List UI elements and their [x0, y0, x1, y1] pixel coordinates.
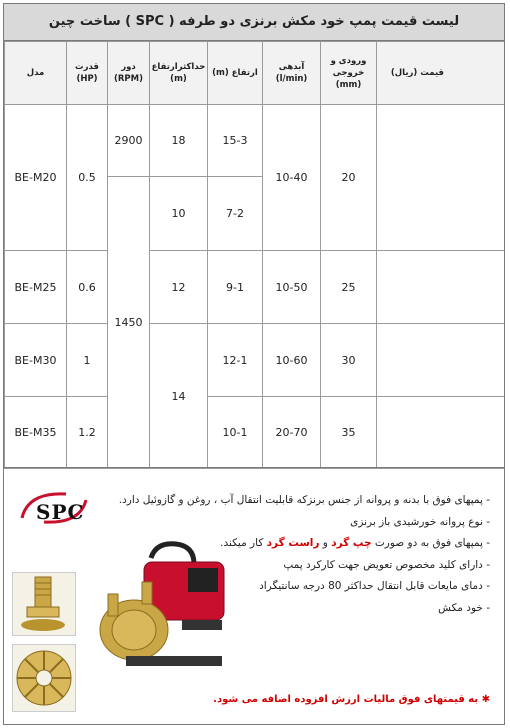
page-title: لیست قیمت پمپ خود مکش برنزی دو طرفه ( SPC ) ساخت چین — [4, 4, 504, 41]
brass-fitting-image — [12, 572, 76, 636]
brass-fitting-icon — [13, 573, 75, 635]
table-cell-height: 7-2 — [208, 177, 263, 251]
table-cell-flow: 10-60 — [263, 324, 321, 397]
product-info-section — [4, 467, 504, 725]
table-cell-model: BE-M20 — [5, 105, 67, 251]
header-price: قیمت (ریال) — [377, 42, 505, 105]
features-list — [110, 490, 490, 619]
table-cell-outlet: 20 — [321, 105, 377, 251]
table-cell-outlet: 25 — [321, 251, 377, 324]
table-cell-model: BE-M35 — [5, 397, 67, 469]
table-cell-height: 10-1 — [208, 397, 263, 469]
feature-item: - دارای کلید مخصوص تعویض جهت کارکرد پمپ — [283, 558, 490, 571]
table-cell-flow: 20-70 — [263, 397, 321, 469]
brand-name: SPC — [36, 500, 85, 524]
table-cell-height: 15-3 — [208, 105, 263, 177]
table-cell-max-lift: 14 — [150, 324, 208, 469]
feature-text: - پمپهای فوق به دو صورت — [371, 537, 490, 549]
table-cell-price — [377, 397, 505, 469]
feature-highlight: چپ گرد — [331, 537, 372, 549]
price-list-sheet — [3, 3, 505, 725]
table-cell-model: BE-M25 — [5, 251, 67, 324]
feature-item — [110, 533, 490, 555]
header-flow: آبدهی (l/min) — [263, 42, 321, 105]
feature-item: - نوع پروانه خورشیدی باز برنزی — [350, 515, 490, 528]
asterisk-icon: ✱ — [478, 694, 490, 705]
table-cell-outlet: 35 — [321, 397, 377, 469]
feature-item: - خود مکش — [438, 601, 490, 614]
header-model: مدل — [5, 42, 67, 105]
impeller-image — [12, 644, 76, 712]
feature-item: - دمای مایعات قابل انتقال حداکثر 80 درجه سانتیگراد — [259, 580, 490, 592]
header-max-lift: حداکثرارتفاع (m) — [150, 42, 208, 105]
table-cell-height: 9-1 — [208, 251, 263, 324]
table-cell-power: 1.2 — [67, 397, 108, 469]
table-cell-power: 0.5 — [67, 105, 108, 251]
table-cell-price — [377, 324, 505, 397]
table-cell-power: 0.6 — [67, 251, 108, 324]
tax-note — [110, 694, 490, 705]
feature-text: و — [319, 537, 332, 549]
price-table — [4, 41, 505, 469]
brand-logo — [14, 488, 94, 528]
table-cell-max-lift: 10 — [150, 177, 208, 251]
table-cell-max-lift: 18 — [150, 105, 208, 177]
header-rpm: دور (RPM) — [108, 42, 150, 105]
table-cell-rpm: 2900 — [108, 105, 150, 177]
table-cell-power: 1 — [67, 324, 108, 397]
table-cell-max-lift: 12 — [150, 251, 208, 324]
table-cell-flow: 10-50 — [263, 251, 321, 324]
feature-text: کار میکند. — [220, 537, 267, 549]
table-cell-flow: 10-40 — [263, 105, 321, 251]
tax-note-text: به قیمتهای فوق مالیات ارزش افزوده اضافه می شود. — [213, 694, 479, 705]
table-cell-price — [377, 105, 505, 251]
table-cell-height: 12-1 — [208, 324, 263, 397]
table-cell-model: BE-M30 — [5, 324, 67, 397]
feature-highlight: راست گرد — [266, 537, 320, 549]
table-cell-outlet: 30 — [321, 324, 377, 397]
impeller-icon — [13, 645, 75, 711]
header-outlet: ورودی و خروجی (mm) — [321, 42, 377, 105]
table-cell-price — [377, 251, 505, 324]
header-power: قدرت (HP) — [67, 42, 108, 105]
header-height: ارتفاع (m) — [208, 42, 263, 105]
table-cell-rpm: 1450 — [108, 177, 150, 469]
feature-item: - پمپهای فوق با بدنه و پروانه از جنس برنزکه قابلیت انتقال آب ، روغن و گازوئیل دارد. — [118, 494, 490, 506]
